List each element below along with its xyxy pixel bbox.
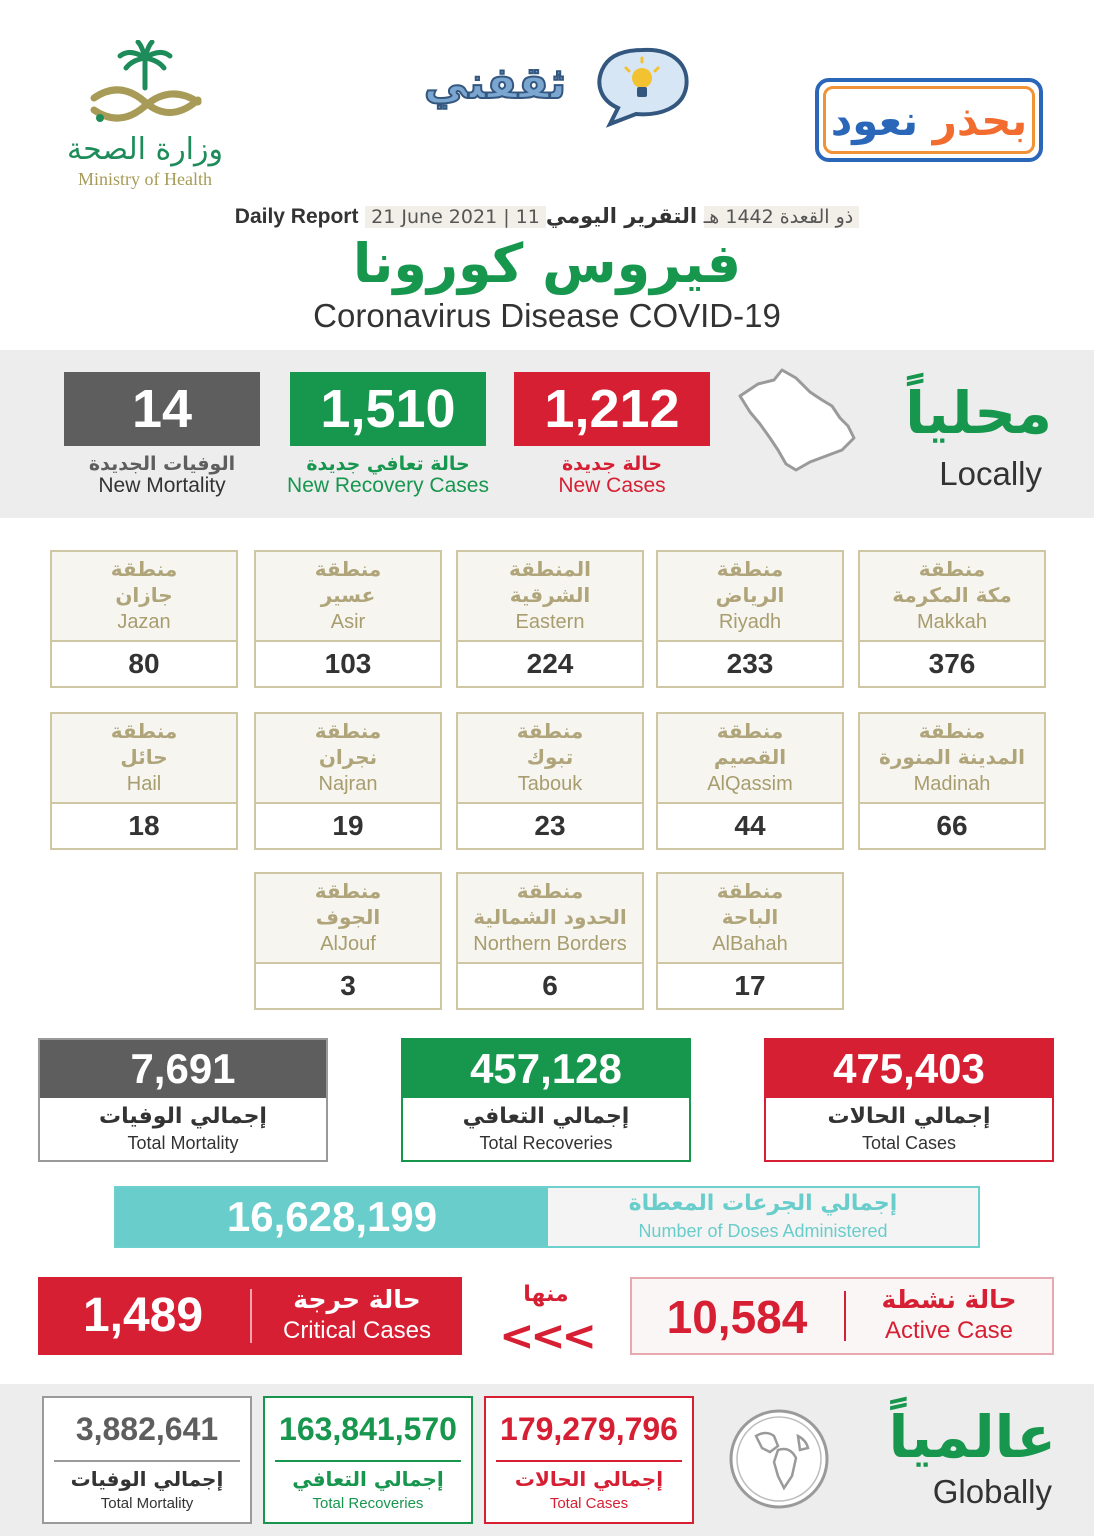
region-label-ar: منطقة [716, 879, 784, 903]
lightbulb-bubble-icon [592, 44, 692, 128]
minha-label: منها [523, 1282, 569, 1307]
new-recovery-ar: حالة تعافي جديدة [306, 453, 470, 475]
globally-label-ar: عالمياً [888, 1403, 1056, 1471]
new-cases-ar: حالة جديدة [561, 453, 663, 475]
total-mortality-en: Total Mortality [127, 1133, 239, 1153]
total-recoveries-value: 457,128 [403, 1040, 689, 1098]
region-card [50, 712, 238, 850]
naood-word-2: بحذر [932, 95, 1028, 145]
region-label-ar: منطقة [314, 879, 382, 903]
total-cases-ar: إجمالي الحالات [827, 1104, 991, 1129]
region-name-ar: الجوف [315, 905, 381, 929]
region-name-en: Madinah [913, 773, 991, 795]
region-value: 3 [340, 970, 356, 1001]
region-name-en: Northern Borders [473, 933, 627, 955]
region-label-ar: منطقة [918, 557, 986, 581]
region-card [50, 550, 238, 688]
total-mortality-ar: إجمالي الوفيات [99, 1104, 267, 1129]
naood-word-1: نعود [830, 95, 919, 145]
region-name-ar: تبوك [526, 745, 574, 769]
global-recoveries-ar: إجمالي التعافي [292, 1467, 444, 1491]
region-card [254, 712, 442, 850]
region-label-ar: منطقة [516, 879, 584, 903]
total-cases-value: 475,403 [766, 1040, 1052, 1098]
region-card [456, 550, 644, 688]
locally-section [0, 350, 1094, 518]
total-recoveries-ar: إجمالي التعافي [462, 1104, 630, 1129]
critical-cases-en: Critical Cases [282, 1317, 432, 1344]
critical-cases-card [38, 1277, 462, 1355]
new-recovery-value: 1,510 [290, 372, 486, 446]
moh-arabic-name: وزارة الصحة [67, 132, 223, 167]
doses-label-en: Number of Doses Administered [638, 1221, 888, 1241]
region-value: 19 [332, 810, 364, 841]
region-value: 6 [542, 970, 558, 1001]
region-card [456, 872, 644, 1010]
moh-logo [50, 40, 240, 200]
region-name-en: AlQassim [707, 773, 793, 795]
global-mortality-value: 3,882,641 [75, 1411, 219, 1447]
total-cases-card [764, 1038, 1054, 1162]
critical-cases-ar: حالة حرجة [293, 1285, 421, 1314]
new-recovery-en: New Recovery Cases [287, 474, 489, 497]
locally-label-ar: محلياً [905, 379, 1052, 447]
global-recoveries-value: 163,841,570 [279, 1411, 457, 1447]
global-recoveries-card [263, 1396, 473, 1524]
thaqqafni-logo [400, 40, 700, 130]
region-name-en: AlJouf [320, 933, 376, 955]
globally-label-en: Globally [932, 1473, 1052, 1510]
total-recoveries-en: Total Recoveries [479, 1133, 613, 1153]
report-label-ar: التقرير اليومي [545, 204, 698, 228]
region-name-ar: الشرقية [509, 583, 591, 607]
region-name-ar: جازان [115, 583, 173, 607]
region-name-ar: مكة المكرمة [892, 583, 1012, 607]
global-cases-card [484, 1396, 694, 1524]
region-name-ar: القصيم [713, 745, 787, 769]
region-value: 23 [534, 810, 566, 841]
divider [54, 1460, 240, 1462]
new-mortality-value: 14 [64, 372, 260, 446]
doses-value: 16,628,199 [116, 1188, 548, 1246]
globe-icon [726, 1406, 832, 1512]
region-name-ar: الرياض [715, 583, 785, 607]
region-name-ar: نجران [318, 745, 378, 769]
report-line [0, 202, 1094, 232]
region-value: 18 [128, 810, 160, 841]
global-cases-ar: إجمالي الحالات [514, 1467, 664, 1491]
moh-english-name: Ministry of Health [78, 169, 212, 189]
region-value: 103 [324, 648, 372, 679]
total-recoveries-card [401, 1038, 691, 1162]
global-cases-en: Total Cases [549, 1495, 629, 1512]
region-value: 224 [526, 648, 574, 679]
region-label-ar: المنطقة [509, 557, 591, 581]
total-cases-en: Total Cases [861, 1133, 957, 1153]
divider [496, 1460, 682, 1462]
region-label-ar: منطقة [110, 557, 178, 581]
saudi-map-icon [730, 366, 860, 476]
page-title-ar: فيروس كورونا [352, 232, 742, 295]
region-name-en: Jazan [117, 611, 171, 633]
palm-swords-emblem-icon [80, 40, 210, 130]
region-name-en: Riyadh [718, 611, 782, 633]
locally-label-en: Locally [939, 455, 1042, 492]
region-name-en: Tabouk [517, 773, 583, 795]
region-value: 233 [726, 648, 774, 679]
region-name-en: Makkah [916, 611, 988, 633]
region-card [254, 550, 442, 688]
region-name-en: AlBahah [712, 933, 788, 955]
critical-cases-value: 1,489 [82, 1289, 204, 1342]
region-card [456, 712, 644, 850]
region-value: 44 [734, 810, 766, 841]
region-name-en: Hail [126, 773, 162, 795]
active-cases-ar: حالة نشطة [881, 1285, 1017, 1314]
region-value: 17 [734, 970, 766, 1001]
divider [275, 1460, 461, 1462]
region-label-ar: منطقة [314, 719, 382, 743]
region-name-ar: حائل [120, 745, 168, 769]
global-cases-value: 179,279,796 [500, 1411, 678, 1447]
arrows-left-icon: <<< [499, 1311, 593, 1360]
region-value: 80 [128, 648, 160, 679]
thaqqafni-text: ثقفني [423, 58, 567, 109]
total-mortality-value: 7,691 [40, 1040, 326, 1098]
region-card [656, 872, 844, 1010]
naood-bihadhar-logo [815, 78, 1043, 162]
region-card [656, 550, 844, 688]
new-cases-en: New Cases [558, 474, 666, 497]
active-cases-card [630, 1277, 1054, 1355]
global-mortality-card [42, 1396, 252, 1524]
new-mortality-en: New Mortality [98, 474, 226, 497]
doses-card [114, 1186, 980, 1248]
global-mortality-en: Total Mortality [100, 1495, 194, 1512]
region-label-ar: منطقة [516, 719, 584, 743]
region-value: 66 [936, 810, 968, 841]
region-label-ar: منطقة [110, 719, 178, 743]
active-cases-value: 10,584 [666, 1291, 808, 1343]
report-date: 21 June 2021 | 11 ذو القعدة 1442 هـ [365, 206, 859, 228]
region-card [858, 550, 1046, 688]
page-title-en: Coronavirus Disease COVID-19 [313, 297, 781, 334]
report-label-en: Daily Report [234, 205, 359, 228]
new-cases-value: 1,212 [514, 372, 710, 446]
region-card [858, 712, 1046, 850]
region-label-ar: منطقة [716, 719, 784, 743]
region-name-en: Najran [318, 773, 378, 795]
total-mortality-card [38, 1038, 328, 1162]
new-mortality-ar: الوفيات الجديدة [88, 453, 236, 475]
global-recoveries-en: Total Recoveries [312, 1495, 424, 1512]
region-card [254, 872, 442, 1010]
globally-section [0, 1384, 1094, 1536]
region-label-ar: منطقة [716, 557, 784, 581]
region-name-ar: المدينة المنورة [879, 745, 1025, 769]
region-name-en: Eastern [515, 611, 585, 633]
active-cases-en: Active Case [884, 1317, 1014, 1344]
region-name-ar: الباحة [721, 905, 779, 929]
region-name-ar: عسير [320, 583, 376, 607]
global-mortality-ar: إجمالي الوفيات [70, 1467, 224, 1491]
region-value: 376 [928, 648, 976, 679]
region-name-ar: الحدود الشمالية [473, 905, 627, 929]
region-card [656, 712, 844, 850]
region-name-en: Asir [330, 611, 366, 633]
region-label-ar: منطقة [314, 557, 382, 581]
region-label-ar: منطقة [918, 719, 986, 743]
doses-label-ar: إجمالي الجرعات المعطاة [628, 1191, 898, 1216]
